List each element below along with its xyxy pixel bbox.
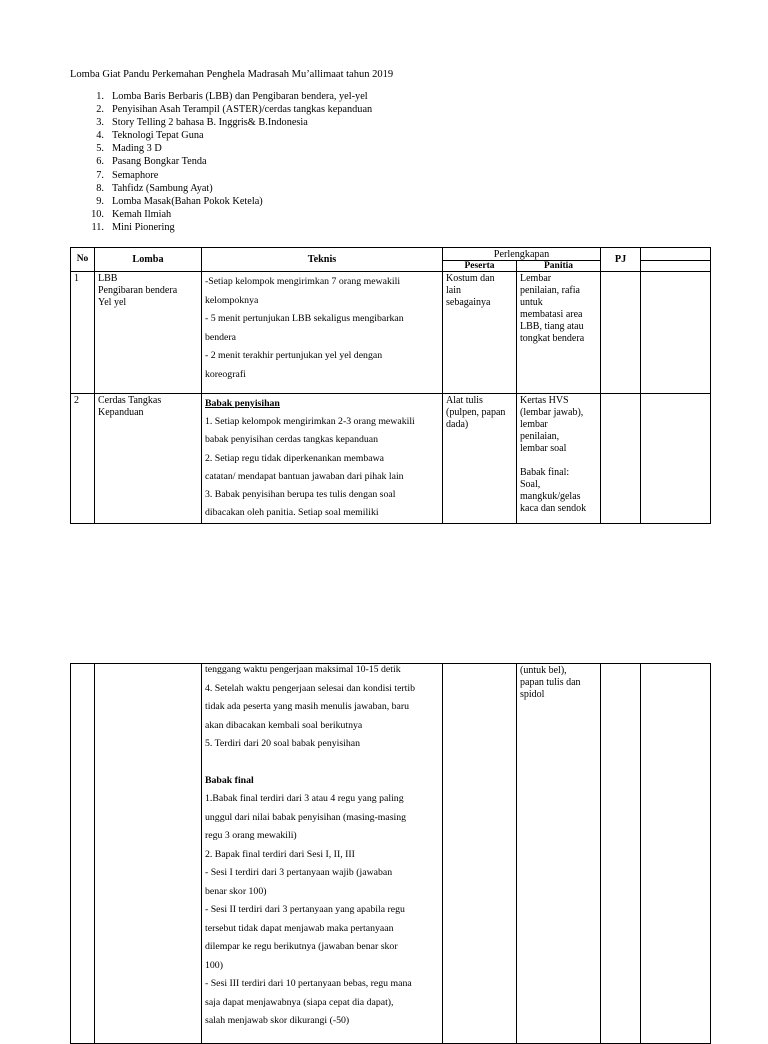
text-line: 1. Setiap kelompok mengirimkan 2-3 orang mewakili — [205, 416, 415, 428]
panitia-cell — [517, 394, 601, 524]
text-line: 2. Setiap regu tidak diperkenankan membawa — [205, 452, 385, 464]
header-peserta: Peserta — [443, 261, 517, 272]
list-item-number: 6. — [96, 156, 104, 168]
text-line: LBB, tiang atau — [520, 321, 584, 332]
teknis-cell — [202, 664, 443, 1044]
header-extra-top — [641, 248, 711, 261]
row-number: 2 — [71, 394, 95, 524]
list-item-number: 3. — [96, 117, 104, 129]
header-no: No — [71, 248, 95, 272]
babak-final-heading: Babak final — [205, 774, 254, 786]
text-line: tersebut tidak dapat menjawab maka pertanyaan — [205, 922, 394, 934]
list-item-number: 7. — [96, 169, 104, 181]
text-line: dibacakan oleh panitia. Setiap soal memiliki — [205, 507, 379, 519]
text-line: Lembar — [520, 273, 552, 284]
competition-table — [70, 247, 711, 524]
text-line: penilaian, rafia — [520, 285, 580, 296]
list-item — [70, 142, 490, 155]
list-item-label: Lomba Masak(Bahan Pokok Ketela) — [112, 195, 263, 207]
header-pj: PJ — [601, 248, 641, 272]
list-item-number: 11. — [91, 221, 104, 233]
list-item-number: 2. — [96, 104, 104, 116]
header-teknis: Teknis — [202, 248, 443, 272]
list-item-label: Mading 3 D — [112, 143, 162, 155]
text-line: Yel yel — [98, 297, 127, 308]
babak-penyisihan-heading: Babak penyisihan — [205, 398, 280, 409]
header-panitia: Panitia — [517, 261, 601, 272]
text-line: kaca dan sendok — [520, 503, 587, 514]
text-line: benar skor 100) — [205, 885, 267, 897]
text-line: akan dibacakan kembali soal berikutnya — [205, 719, 363, 731]
header-lomba: Lomba — [95, 248, 202, 272]
list-item — [70, 116, 490, 129]
text-line: Kostum dan — [446, 273, 495, 284]
text-line: 1.Babak final terdiri dari 3 atau 4 regu yang paling — [205, 793, 404, 804]
list-item-label: Pasang Bongkar Tenda — [112, 156, 207, 168]
panitia-cell — [517, 664, 601, 1044]
list-item — [70, 90, 490, 103]
list-item-number: 1. — [96, 91, 104, 102]
header-perlengkapan: Perlengkapan — [443, 248, 601, 261]
text-line: Soal, — [520, 479, 541, 490]
list-item — [70, 221, 490, 234]
table-row — [71, 394, 711, 524]
text-line: membatasi area — [520, 309, 583, 320]
list-item — [70, 182, 490, 195]
lomba-cell — [95, 394, 202, 524]
text-line: dada) — [446, 419, 469, 430]
text-line: Kepanduan — [98, 407, 144, 418]
text-line: babak penyisihan cerdas tangkas kepanduan — [205, 434, 379, 446]
text-line: salah menjawab skor dikurangi (-50) — [205, 1015, 350, 1026]
list-item-number: 9. — [96, 195, 104, 207]
text-line: Babak final: — [520, 467, 570, 478]
peserta-cell — [443, 664, 517, 1044]
text-line: regu 3 orang mewakili) — [205, 830, 297, 841]
list-item — [70, 103, 490, 116]
text-line: mangkuk/gelas — [520, 491, 581, 502]
text-line: (untuk bel), — [520, 665, 567, 676]
pj-cell — [601, 394, 641, 524]
text-line: papan tulis dan — [520, 677, 581, 688]
list-item-label: Story Telling 2 bahasa B. Inggris& B.Indonesia — [112, 117, 308, 129]
teknis-lines — [205, 664, 439, 754]
list-item — [70, 169, 490, 182]
extra-cell — [641, 394, 711, 524]
text-line: (lembar jawab), — [520, 407, 584, 418]
list-item-label: Penyisihan Asah Terampil (ASTER)/cerdas tangkas kepanduan — [112, 104, 373, 116]
list-item-label: Teknologi Tepat Guna — [112, 130, 204, 142]
list-item-number: 10. — [91, 208, 104, 220]
panitia-cell — [517, 272, 601, 394]
list-item-label: Lomba Baris Berbaris (LBB) dan Pengibaran bendera, yel-yel — [112, 91, 368, 102]
text-line: LBB — [98, 273, 118, 284]
page-title: Lomba Giat Pandu Perkemahan Penghela Madrasah Mu’allimaat tahun 2019 — [70, 69, 394, 80]
text-line: tenggang waktu pengerjaan maksimal 10-15 detik — [205, 664, 401, 675]
competition-table-continued — [70, 663, 711, 1044]
lomba-cell — [95, 664, 202, 1044]
competition-list — [70, 90, 490, 234]
list-item — [70, 129, 490, 142]
text-line: Cerdas Tangkas — [98, 395, 162, 406]
text-line: - 5 menit pertunjukan LBB sekaligus mengibarkan — [205, 313, 404, 324]
list-item-number: 5. — [96, 143, 104, 155]
list-item — [70, 155, 490, 168]
text-line: 100) — [205, 959, 223, 971]
text-line: - Sesi III terdiri dari 10 pertanyaan bebas, regu mana — [205, 978, 412, 989]
text-line: Pengibaran bendera — [98, 285, 178, 296]
text-line: spidol — [520, 689, 545, 700]
text-line: Kertas HVS — [520, 395, 569, 406]
pj-cell — [601, 272, 641, 394]
text-line: - Sesi II terdiri dari 3 pertanyaan yang apabila regu — [205, 904, 405, 915]
list-item-label: Semaphore — [112, 169, 159, 181]
text-line: lain — [446, 285, 461, 296]
text-line: unggul dari nilai babak penyisihan (masing-masing — [205, 811, 407, 823]
text-line: 2. Bapak final terdiri dari Sesi I, II, III — [205, 848, 355, 860]
text-line: catatan/ mendapat bantuan jawaban dari pihak lain — [205, 470, 404, 482]
text-line: lembar — [520, 419, 548, 430]
text-line: untuk — [520, 297, 543, 308]
teknis-cell — [202, 272, 443, 394]
teknis-lines — [205, 413, 439, 522]
text-line: koreografi — [205, 368, 246, 380]
text-line: kelompoknya — [205, 294, 259, 306]
table-row — [71, 272, 711, 394]
extra-cell — [641, 664, 711, 1044]
text-line: -Setiap kelompok mengirimkan 7 orang mewakili — [205, 276, 401, 287]
text-line: tongkat bendera — [520, 333, 585, 344]
list-item-label: Mini Pionering — [112, 221, 175, 233]
peserta-cell — [443, 272, 517, 394]
text-line: (pulpen, papan — [446, 407, 506, 418]
list-item-label: Kemah Ilmiah — [112, 208, 172, 220]
row-number — [71, 664, 95, 1044]
row-number: 1 — [71, 272, 95, 394]
teknis-lines-final — [205, 790, 439, 1031]
table-row — [71, 664, 711, 1044]
text-line: Alat tulis — [446, 395, 483, 406]
list-item-label: Tahfidz (Sambung Ayat) — [112, 182, 213, 194]
list-item — [70, 195, 490, 208]
text-line: bendera — [205, 331, 237, 343]
text-line: 4. Setelah waktu pengerjaan selesai dan kondisi tertib — [205, 682, 416, 694]
text-line — [520, 455, 597, 467]
header-extra-bottom — [641, 261, 711, 272]
text-line: - 2 menit terakhir pertunjukan yel yel dengan — [205, 350, 383, 361]
text-line: dilempar ke regu berikutnya (jawaban benar skor — [205, 941, 398, 952]
text-line: - Sesi I terdiri dari 3 pertanyaan wajib (jawaban — [205, 867, 393, 878]
text-line: tidak ada peserta yang masih menulis jawaban, baru — [205, 701, 410, 712]
text-line: saja dapat menjawabnya (siapa cepat dia dapat), — [205, 996, 394, 1008]
text-line: 3. Babak penyisihan berupa tes tulis dengan soal — [205, 489, 396, 501]
extra-cell — [641, 272, 711, 394]
list-item-number: 8. — [96, 182, 104, 194]
list-item — [70, 208, 490, 221]
lomba-cell — [95, 272, 202, 394]
text-line: sebagainya — [446, 297, 491, 308]
text-line: 5. Terdiri dari 20 soal babak penyisihan — [205, 738, 361, 749]
teknis-cell — [202, 394, 443, 524]
pj-cell — [601, 664, 641, 1044]
list-item-number: 4. — [96, 130, 104, 142]
peserta-cell — [443, 394, 517, 524]
text-line: penilaian, — [520, 431, 560, 442]
text-line: lembar soal — [520, 443, 567, 454]
